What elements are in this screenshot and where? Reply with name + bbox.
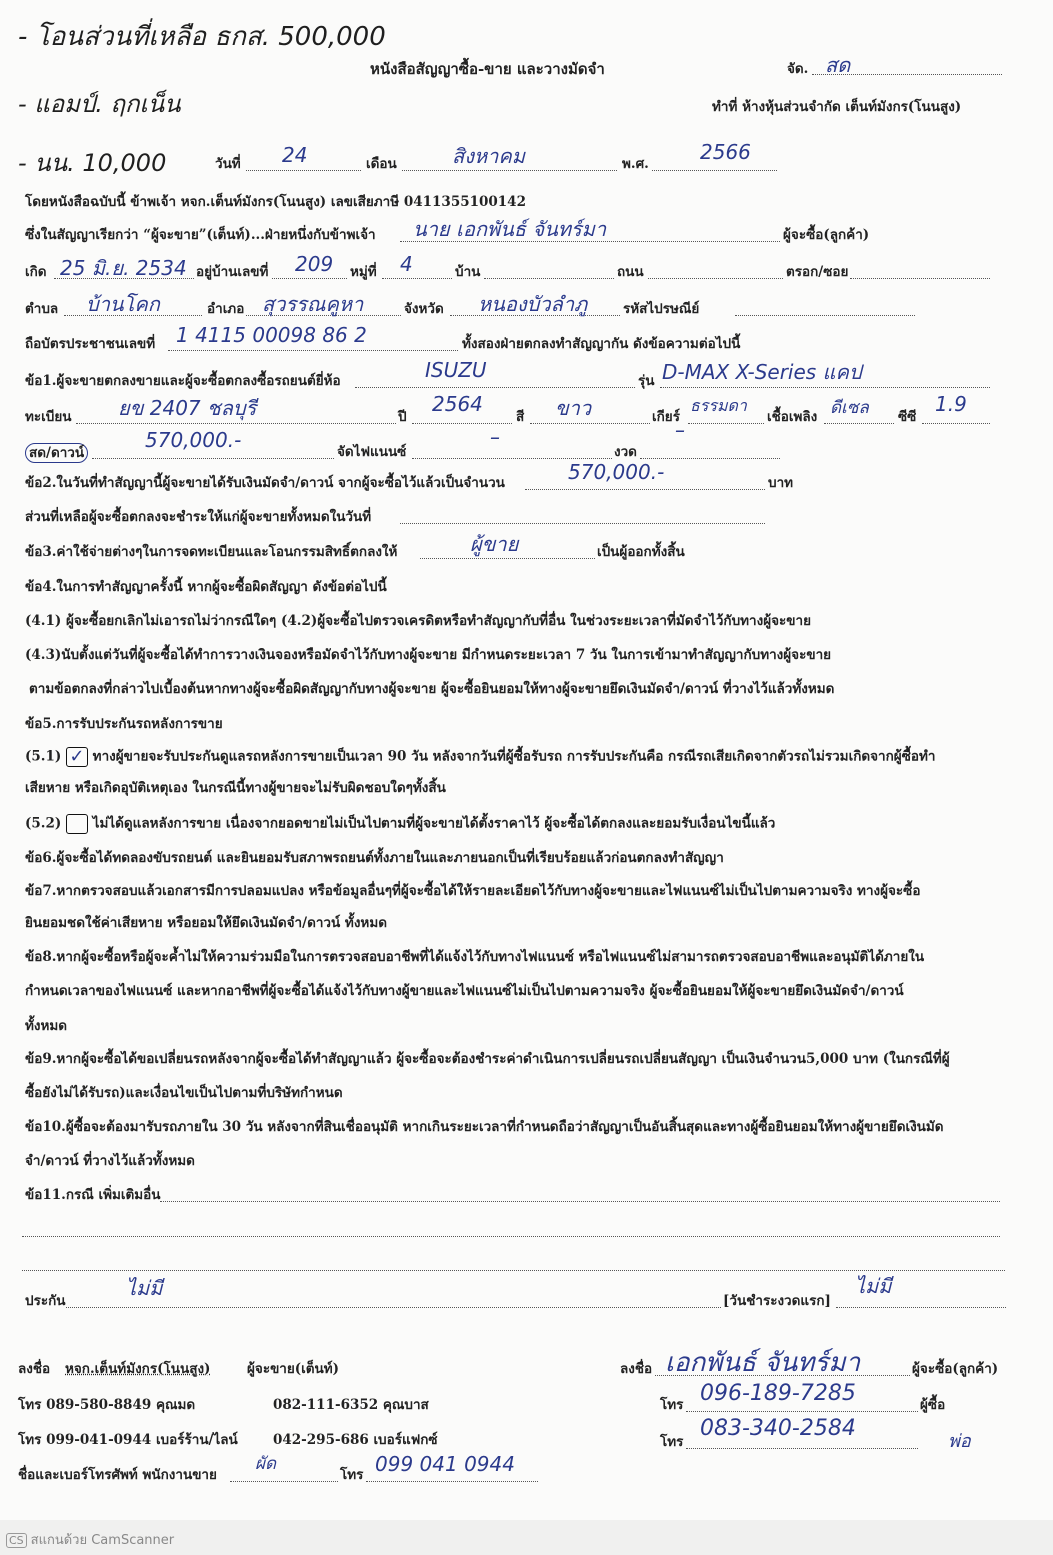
year-label: พ.ศ. <box>622 156 649 172</box>
province-label: จังหวัด <box>404 301 444 317</box>
clause4-line3: ตามข้อตกลงที่กล่าวไปเบื้องต้นหากทางผู้จะซื้อผิดสัญญากับทางผู้จะขาย ผู้จะซื้อยินยอมให้ทางผู้จะขายยึดเงินมัดจำ/ดาวน์ ที่วางไว้แล้วทั้งหมด <box>29 681 835 697</box>
day-label: วันที่ <box>215 156 241 172</box>
finance-value: – <box>490 425 500 449</box>
seller-phone-2: 082-111-6352 คุณบาส <box>273 1397 429 1413</box>
clause9-line2: ซื้อยังไม่ได้รับรถ)และเงื่อนไขเป็นไปตามที่บริษัทกำหนด <box>25 1085 343 1101</box>
tambon-value: บ้านโคก <box>86 292 160 316</box>
installment-label: งวด <box>614 444 637 460</box>
clause9-line1: ข้อ9.หากผู้จะซื้อได้ขอเปลี่ยนรถหลังจากผู้จะซื้อได้ทำสัญญาแล้ว ผู้จะซื้อจะต้องชำระค่าดำเนินการเปลี่ยนรถเปลี่ยนสัญญา เป็นเงินจำนวน5,000 บาท (ในกรณีที่ผู้ <box>25 1051 950 1067</box>
id-label: ถือบัตรประชาชนเลขที่ <box>25 336 156 352</box>
first-payment-label: [วันชำระงวดแรก] <box>723 1293 831 1309</box>
buyer-signature: เอกพันธ์ จันทร์มา <box>665 1348 861 1378</box>
cc-label: ซีซี <box>898 409 917 425</box>
seller-phone-4: 042-295-686 เบอร์แฟกซ์ <box>273 1432 438 1448</box>
clause5-2 <box>25 814 775 834</box>
clause3-suffix: เป็นผู้ออกทั้งสิ้น <box>597 544 685 560</box>
buyer-suffix: ผู้จะซื้อ(ลูกค้า) <box>783 227 870 243</box>
month-label: เดือน <box>366 156 397 172</box>
month-value: สิงหาคม <box>452 144 525 168</box>
finance-label: จัดไฟแนนซ์ <box>337 444 407 460</box>
staff-name: ผัด <box>255 1454 277 1474</box>
moo-value: 4 <box>400 252 413 276</box>
model-label: รุ่น <box>638 373 655 389</box>
clause5-1-number: (5.1) <box>25 748 62 765</box>
note-line-3: - นน. 10,000 <box>18 149 167 177</box>
note-line-1: - โอนส่วนที่เหลือ ธกส. 500,000 <box>18 22 386 52</box>
road-label: ถนน <box>617 264 644 280</box>
car-cc: 1.9 <box>935 392 967 416</box>
buyer-tel-2: 083-340-2584 <box>700 1416 856 1441</box>
clause8-line1: ข้อ8.หากผู้จะซื้อหรือผู้จะค้ำไม่ให้ความร่วมมือในการตรวจสอบอาชีพที่ได้แจ้งไว้กับทางไฟแนนซ์ หรือไฟแนนซ์ไม่สามารถตรวจสอบอาชีพและอนุมัติได้ภายใน <box>25 949 925 965</box>
camscanner-logo: CS <box>6 1533 27 1548</box>
clause3-label: ข้อ3.ค่าใช้จ่ายต่างๆในการจดทะเบียนและโอนกรรมสิทธิ์ตกลงให้ <box>25 544 398 560</box>
guarantee-label: ประกัน <box>25 1293 66 1309</box>
seller-sign-label: ลงชื่อ <box>18 1361 51 1377</box>
buyer-role: ผู้จะซื้อ(ลูกค้า) <box>912 1361 999 1377</box>
checkbox-5-2[interactable] <box>66 814 88 834</box>
installment-value: – <box>675 418 685 442</box>
clause4-line1: (4.1) ผู้จะซื้อยกเลิกไม่เอารถไม่ว่ากรณีใดๆ (4.2)ผู้จะซื้อไปตรวจเครดิตหรือทำสัญญากับที่อื่น ในช่วงระยะเวลาที่มัดจำไว้กับทางผู้จะขาย <box>25 613 812 629</box>
camscanner-watermark <box>6 1529 174 1550</box>
clause5-2-number: (5.2) <box>25 815 62 832</box>
cash-label: สด/ดาวน์ <box>25 443 88 463</box>
clause2-label: ข้อ2.ในวันที่ทำสัญญานี้ผู้จะขายได้รับเงินมัดจำ/ดาวน์ จากผู้จะซื้อไว้แล้วเป็นจำนวน <box>25 475 505 491</box>
buyer-tel2-label: โทร <box>660 1434 684 1450</box>
clause4-line2: (4.3)นับตั้งแต่วันที่ผู้จะซื้อได้ทำการวางเงินจองหรือมัดจำไว้กับทางผู้จะขาย มีกำหนดระยะเวลา 7 วัน ในการเข้ามาทำสัญญากับทางผู้จะขาย <box>25 647 832 663</box>
cash-value: 570,000.- <box>145 428 242 452</box>
clause8-line3: ทั้งหมด <box>25 1018 68 1034</box>
clause6: ข้อ6.ผู้จะซื้อได้ทดลองขับรถยนต์ และยินยอมรับสภาพรถยนต์ทั้งภายในและภายนอกเป็นที่เรียบร้อยแล้วก่อนตกลงทำสัญญา <box>25 850 724 866</box>
house-label: อยู่บ้านเลขที่ <box>196 264 269 280</box>
buyer-tel-label: โทร <box>660 1397 684 1413</box>
id-value: 1 4115 00098 86 2 <box>176 323 367 347</box>
clause10-line2: จำ/ดาวน์ ที่วางไว้แล้วทั้งหมด <box>25 1153 195 1169</box>
guarantee-value: ไม่มี <box>126 1276 163 1300</box>
car-color: ขาว <box>555 396 592 420</box>
amphoe-label: อำเภอ <box>207 301 245 317</box>
contract-no-value: สด <box>825 53 851 77</box>
day-value: 24 <box>282 143 308 167</box>
clause2-unit: บาท <box>768 475 794 491</box>
clause11-label: ข้อ11.กรณี เพิ่มเติมอื่น <box>25 1187 161 1203</box>
clause2-rest: ส่วนที่เหลือผู้จะซื้อตกลงจะชำระให้แก่ผู้จะขายทั้งหมดในวันที่ <box>25 509 372 525</box>
clause2-amount: 570,000.- <box>568 460 665 484</box>
contract-no-label: จัด. <box>787 61 809 77</box>
clause5-2-text: ไม่ได้ดูแลหลังการขาย เนื่องจากยอดขายไม่เป็นไปตามที่ผู้จะขายได้ตั้งราคาไว้ ผู้จะซื้อได้ตกลงและยอมรับเงื่อนไขนี้แล้ว <box>92 815 776 832</box>
born-value: 25 มิ.ย. 2534 <box>60 256 187 280</box>
postal-label: รหัสไปรษณีย์ <box>623 301 700 317</box>
buyer-tel-role: ผู้ซื้อ <box>920 1397 946 1413</box>
car-model: D-MAX X-Series แคป <box>662 360 862 384</box>
checkbox-5-1[interactable]: ✓ <box>66 747 88 767</box>
amphoe-value: สุวรรณคูหา <box>262 292 364 316</box>
fuel-label: เชื้อเพลิง <box>767 409 818 425</box>
car-year: 2564 <box>432 392 483 416</box>
staff-phone-label: โทร <box>340 1467 364 1483</box>
id-suffix: ทั้งสองฝ่ายตกลงทำสัญญากัน ดังข้อความต่อไปนี้ <box>462 336 741 352</box>
village-label: บ้าน <box>455 264 481 280</box>
car-brand: ISUZU <box>425 358 487 382</box>
seller-phone-3: โทร 099-041-0944 เบอร์ร้าน/ไลน์ <box>18 1432 238 1448</box>
buyer-tel: 096-189-7285 <box>700 1381 856 1406</box>
clause10-line1: ข้อ10.ผู้ซื้อจะต้องมารับรถภายใน 30 วัน หลังจากที่สินเชื่ออนุมัติ หากเกินระยะเวลาที่กำหนดถือว่าสัญญาเป็นอันสิ้นสุดและทางผู้ซื้อยินยอมให้ทางผู้ขายยึดเงินมัด <box>25 1119 944 1135</box>
clause5-1 <box>25 747 935 767</box>
born-label: เกิด <box>25 264 47 280</box>
first-payment-value: ไม่มี <box>855 1274 892 1298</box>
tambon-label: ตำบล <box>25 301 59 317</box>
camscanner-text: สแกนด้วย CamScanner <box>30 1533 175 1548</box>
car-registration: ยข 2407 ชลบุรี <box>118 396 257 420</box>
province-value: หนองบัวลำภู <box>478 292 588 316</box>
buyer-name: นาย เอกพันธ์ จันทร์มา <box>413 217 607 241</box>
seller-name: หจก.เต็นท์มังกร(โนนสูง) <box>65 1361 211 1377</box>
seller-role: ผู้จะขาย(เต็นท์) <box>247 1361 340 1377</box>
clause8-line2: กำหนดเวลาของไฟแนนซ์ และหากอาชีพที่ผู้จะซื้อได้แจ้งไว้กับทางผู้ขายและไฟแนนซ์ไม่เป็นไปตามความจริง ผู้จะซื้อยินยอมให้ผู้จะขายยึดเงินมัดจำ/ดาวน์ <box>25 983 904 999</box>
clause7-line1: ข้อ7.หากตรวจสอบแล้วเอกสารมีการปลอมแปลง หรือข้อมูลอื่นๆที่ผู้จะซื้อได้ให้รายละเอียดไว้กับทางผู้จะขายและไฟแนนซ์ไม่เป็นไปตามความจริง ทางผู้จะซื้อ <box>25 883 921 899</box>
scanner-footer <box>0 1520 1053 1555</box>
car-gear: ธรรมดา <box>690 396 747 415</box>
gear-label: เกียร์ <box>652 409 680 425</box>
clause5-label: ข้อ5.การรับประกันรถหลังการขาย <box>25 716 223 732</box>
soi-label: ตรอก/ซอย <box>786 264 849 280</box>
document-title: หนังสือสัญญาซื้อ-ขาย และวางมัดจำ <box>370 60 605 78</box>
staff-label: ชื่อและเบอร์โทรศัพท์ พนักงานขาย <box>18 1467 217 1483</box>
house-value: 209 <box>295 252 334 276</box>
place-text: ทำที่ ห้างหุ้นส่วนจำกัด เต็นท์มังกร(โนนสูง) <box>712 99 962 115</box>
clause5-1-text: ทางผู้ขายจะรับประกันดูแลรถหลังการขายเป็นเวลา 90 วัน หลังจากวันที่ผู้ซื้อรับรถ การรับประกันคือ กรณีรถเสียเกิดจากตัวรถไม่รวมเกิดจากผู้ซื้อทำ <box>92 748 936 765</box>
party-prefix: ซึ่งในสัญญาเรียกว่า “ผู้จะขาย”(เต็นท์)...ฝ่ายหนึ่งกับข้าพเจ้า <box>25 227 376 243</box>
clause3-value: ผู้ขาย <box>470 532 519 556</box>
buyer-tel2-role: พ่อ <box>948 1431 971 1452</box>
clause4-label: ข้อ4.ในการทำสัญญาครั้งนี้ หากผู้จะซื้อผิดสัญญา ดังข้อต่อไปนี้ <box>25 579 387 595</box>
moo-label: หมู่ที่ <box>350 264 377 280</box>
clause5-1-line2: เสียหาย หรือเกิดอุบัติเหตุเอง ในกรณีนี้ทางผู้ขายจะไม่รับผิดชอบใดๆทั้งสิ้น <box>25 780 446 796</box>
car-year-label: ปี <box>398 409 407 425</box>
reg-label: ทะเบียน <box>25 409 72 425</box>
buyer-sign-label: ลงชื่อ <box>620 1361 653 1377</box>
intro-line: โดยหนังสือฉบับนี้ ข้าพเจ้า หจก.เต็นท์มังกร(โนนสูง) เลขเสียภาษี 0411355100142 <box>25 194 526 210</box>
note-line-2: - แอมป์. ฤกเน็น <box>18 90 181 118</box>
clause1-label: ข้อ1.ผู้จะขายตกลงขายและผู้จะซื้อตกลงซื้อรถยนต์ยี่ห้อ <box>25 373 341 389</box>
staff-phone: 099 041 0944 <box>375 1452 515 1476</box>
car-fuel: ดีเซล <box>830 398 869 418</box>
seller-phone-1: โทร 089-580-8849 คุณมด <box>18 1397 196 1413</box>
clause7-line2: ยินยอมชดใช้ค่าเสียหาย หรือยอมให้ยึดเงินมัดจำ/ดาวน์ ทั้งหมด <box>25 915 387 931</box>
year-value: 2566 <box>700 140 751 164</box>
color-label: สี <box>516 409 525 425</box>
